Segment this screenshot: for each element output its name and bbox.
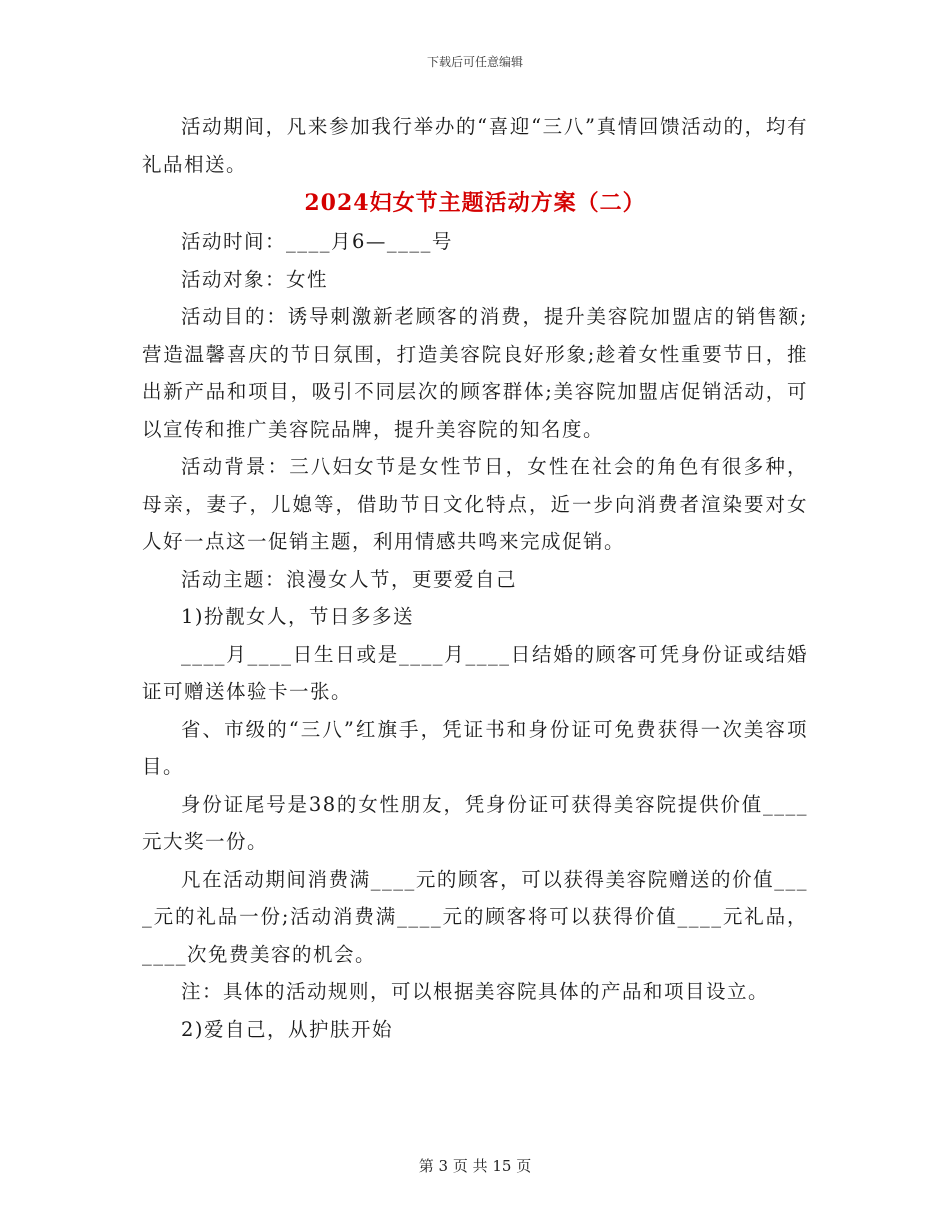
page-header: 下载后可任意编辑 — [426, 55, 523, 69]
intro-paragraph: 活动期间，凡来参加我行举办的“喜迎“三八”真情回馈活动的，均有礼品相送。 — [142, 115, 808, 176]
paragraph-activity-background: 活动背景：三八妇女节是女性节日，女性在社会的角色有很多种，母亲，妻子，儿媳等，借助节日文化特点，近一步向消费者渲染要对女人好一点这一促销主题，利用情感共鸣来完成促销。 — [142, 455, 808, 553]
section-title: 2024妇女节主题活动方案（二） — [304, 190, 646, 216]
paragraph-birthday-offer: ____月____日生日或是____月____日结婚的顾客可凭身份证或结婚证可赠送体验卡一张。 — [142, 642, 808, 703]
paragraph-activity-time: 活动时间：____月6—____号 — [181, 230, 453, 253]
paragraph-activity-target: 活动对象：女性 — [181, 267, 329, 291]
paragraph-activity-theme: 活动主题：浪漫女人节，更要爱自己 — [181, 567, 518, 591]
page-footer: 第 3 页 共 15 页 — [418, 1157, 532, 1175]
paragraph-id-offer: 身份证尾号是38的女性朋友，凭身份证可获得美容院提供价值____元大奖一份。 — [142, 792, 808, 853]
paragraph-spend-offer: 凡在活动期间消费满____元的顾客，可以获得美容院赠送的价值____元的礼品一份;活动消费满____元的顾客将可以获得价值____元礼品，____次免费美容的机会。 — [142, 867, 808, 966]
paragraph-subheading-2: 2)爱自己，从护肤开始 — [181, 1017, 394, 1041]
paragraph-red-flag-offer: 省、市级的“三八”红旗手，凭证书和身份证可免费获得一次美容项目。 — [142, 717, 808, 778]
paragraph-note: 注：具体的活动规则，可以根据美容院具体的产品和项目设立。 — [181, 980, 770, 1003]
document-body — [142, 108, 808, 1048]
paragraph-subheading-1: 1)扮靓女人，节日多多送 — [181, 605, 415, 628]
paragraph-activity-purpose: 活动目的：诱导刺激新老顾客的消费，提升美容院加盟店的销售额;营造温馨喜庆的节日氛围，打造美容院良好形象;趁着女性重要节日，推出新产品和项目，吸引不同层次的顾客群体;美容院加盟店促销活动，可以宣传和推广美容院品牌，提升美容院的知名度。 — [142, 305, 808, 441]
